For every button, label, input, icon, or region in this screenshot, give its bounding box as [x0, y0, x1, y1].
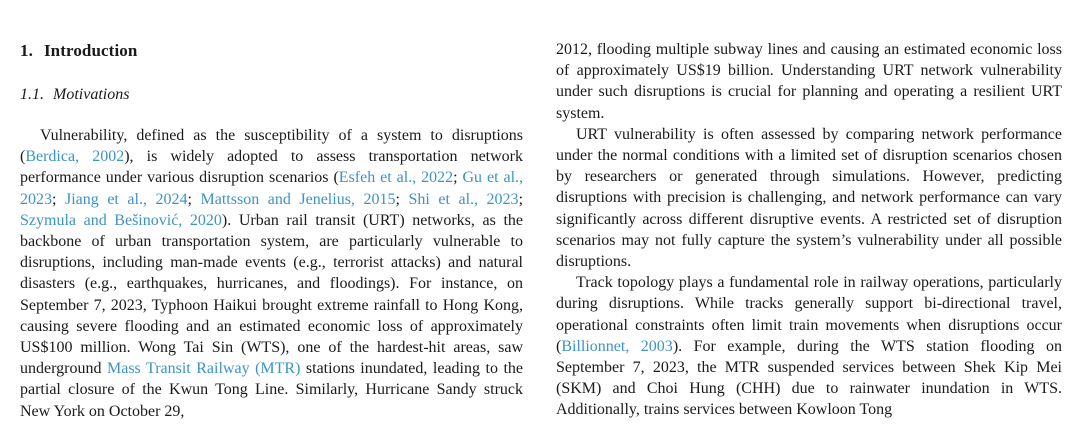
citation-link[interactable]: Mattsson and Jenelius, 2015 — [200, 190, 396, 208]
text-run: ), is widely adopted to assess transportation network performance under various disruption scenarios ( — [20, 148, 523, 187]
text-run: ). Urban rail transit (URT) networks, as the backbone of urban transportation system, are particularly vulnerable to disruptions, including man-made events (e.g., terrorist attacks) and natural disasters (e.g., earthquakes, hurricanes, and floodings). For instance, on September 7, 2023, Typhoon Haikui brought extreme rainfall to Hong Kong, causing severe flooding and an estimated economic loss of approximately US$100 million. Wong Tai Sin (WTS), one of the hardest-hit areas, saw underground — [20, 211, 523, 378]
paragraph — [556, 39, 1062, 124]
citation-link[interactable]: Berdica, 2002 — [25, 148, 125, 166]
citation-link[interactable]: Jiang et al., 2024 — [65, 190, 188, 208]
citation-link[interactable]: Billionnet, 2003 — [561, 337, 673, 355]
citation-link[interactable]: Mass Transit Railway (MTR) — [106, 360, 301, 378]
text-run: ). For example, during the WTS station flooding on September 7, 2023, the MTR suspended services between Shek Kip Mei (SKM) and Choi Hung (CHH) due to rainwater inundation in WTS. Additionally, trains services between Kowloon Tong — [556, 337, 1063, 419]
paragraph — [556, 124, 1062, 272]
column-left — [20, 40, 523, 422]
subsection-number: 1.1. — [20, 86, 44, 103]
subsection-heading — [20, 84, 523, 105]
subsection-title: Motivations — [53, 86, 130, 103]
section-title: Introduction — [43, 41, 138, 60]
text-run: 2012, flooding multiple subway lines and causing an estimated economic loss of approximately US$19 billion. Understanding URT network vulnerability under such disruptions is crucial for planning and operating a resilient URT system. — [556, 41, 1062, 122]
paragraph — [556, 272, 1062, 420]
text-run: ; — [518, 190, 524, 208]
text-run: ; — [395, 190, 409, 208]
text-run: Vulnerability, defined as the susceptibility of a system to disruptions ( — [20, 127, 523, 166]
citation-link[interactable]: Gu et al., 2023 — [20, 169, 524, 208]
column-right — [556, 39, 1062, 421]
citation-link[interactable]: Szymula and Bešinović, 2020 — [20, 211, 222, 229]
section-number: 1. — [20, 41, 33, 60]
section-heading — [20, 40, 523, 61]
text-run: Track topology plays a fundamental role in railway operations, particularly during disruptions. While tracks generally support bi-directional travel, operational constraints often limit train movements when disruptions occur ( — [556, 274, 1062, 355]
left-column-text — [20, 125, 523, 422]
paragraph — [20, 125, 523, 422]
text-run: ; — [453, 169, 463, 187]
right-column-text — [556, 39, 1062, 421]
text-run: URT vulnerability is often assessed by comparing network performance under the normal conditions with a limited set of disruption scenarios chosen by researchers or generated through simulations. However, predicting disruptions with precision is challenging, and network performance can vary significantly across different disruptive events. A restricted set of disruption scenarios may not fully capture the system’s vulnerability under all possible disruptions. — [556, 125, 1062, 271]
text-run: ; — [52, 190, 65, 208]
text-run: stations inundated, leading to the partial closure of the Kwun Tong Line. Similarly, Hurricane Sandy struck New York on October 29, — [20, 360, 524, 420]
citation-link[interactable]: Shi et al., 2023 — [408, 190, 519, 208]
citation-link[interactable]: Esfeh et al., 2022 — [338, 169, 454, 187]
text-run: ; — [187, 190, 201, 208]
